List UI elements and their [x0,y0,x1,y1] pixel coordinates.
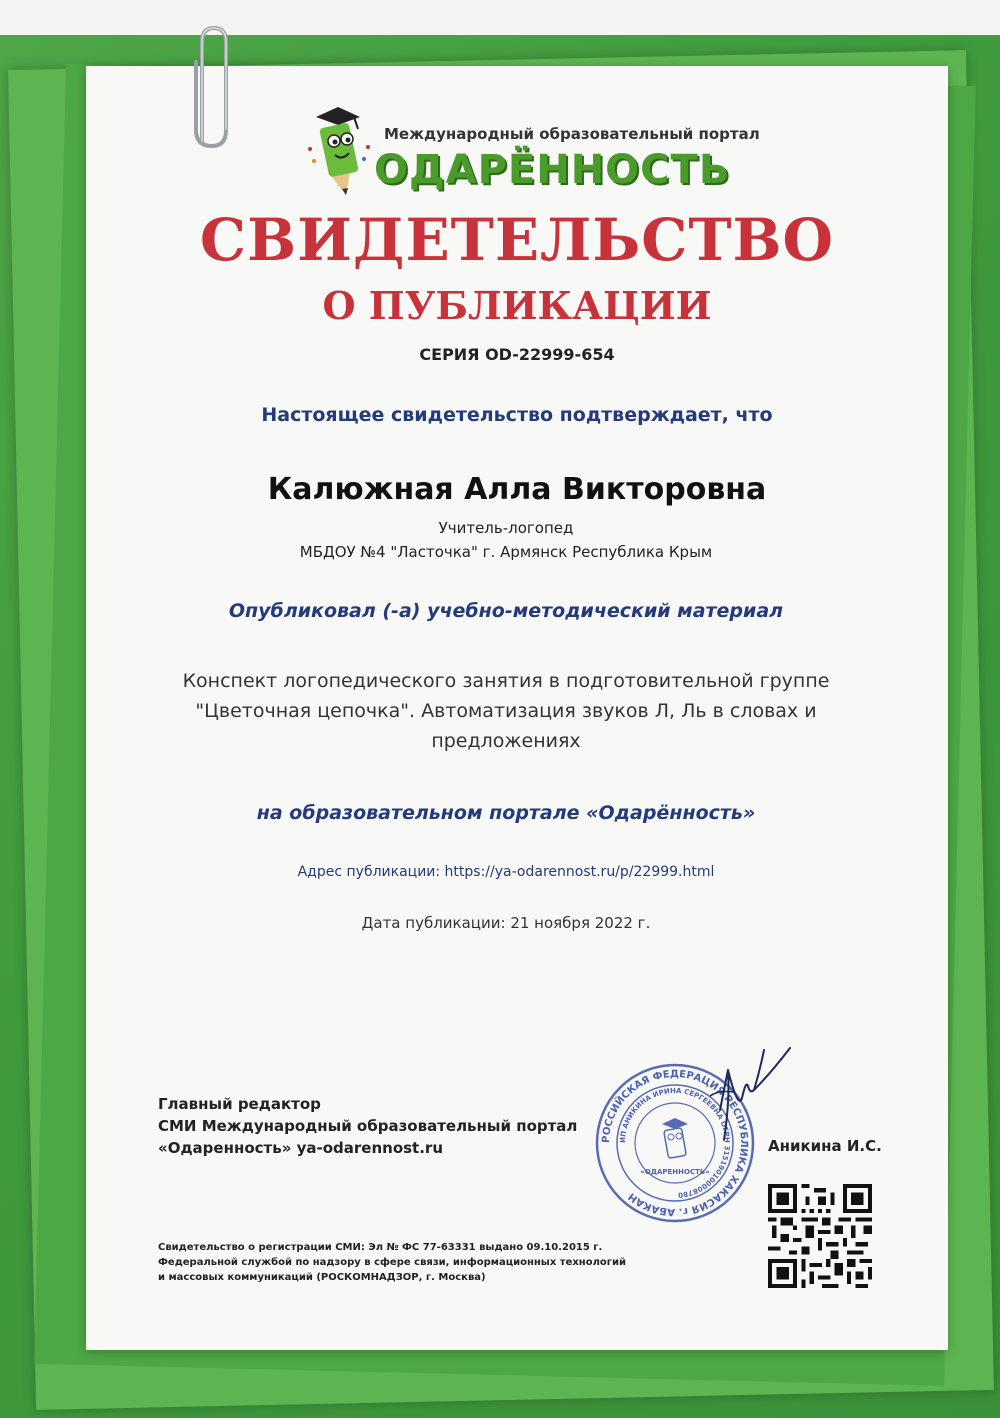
published-label: Опубликовал (-а) учебно-методический материал [228,600,784,622]
editor-portal-site: «Одаренность» ya-odarennost.ru [158,1139,443,1157]
logo-brand-name: ОДАРЁННОСТЬ [374,147,731,193]
editor-media-name: СМИ Международный образовательный портал [158,1117,578,1135]
registration-line: Федеральной службой по надзору в сфере связи, информационных технологий [158,1257,627,1268]
signer-name: Аникина И.С. [768,1137,882,1155]
portal-logo [302,103,760,199]
confirm-text: Настоящее свидетельство подтверждает, что [261,404,773,426]
registration-info [158,1240,626,1285]
certificate-subtitle: О ПУБЛИКАЦИИ [322,283,712,328]
certificate-series: СЕРИЯ OD-22999-654 [419,345,615,364]
editor-block [158,1093,577,1159]
portal-text: на образовательном портале «Одарённость» [256,802,756,824]
stamp-mascot-icon [662,1118,688,1158]
recipient-position: Учитель-логопед [438,519,574,537]
paper-clip-icon [188,22,232,152]
registration-line: и массовых коммуникаций (РОСКОМНАДЗОР, г. Москва) [158,1272,486,1283]
publication-address: Адрес публикации: https://ya-odarennost.ru/p/22999.html [297,864,715,880]
pencil-mascot-icon [302,103,380,199]
stamp-inner-text: ИП АНИКИНА ИРИНА СЕРГЕЕВНА ОГРН 315190100008780 [618,1086,732,1199]
editor-title: Главный редактор [158,1095,321,1113]
stamp-outer-text: РОССИЙСКАЯ ФЕДЕРАЦИЯ РЕСПУБЛИКА ХАКАСИЯ г. АБАКАН [600,1068,750,1218]
publication-date: Дата публикации: 21 ноября 2022 г. [361,914,651,932]
recipient-name: Калюжная Алла Викторовна [267,472,767,507]
logo-subtitle: Международный образовательный портал [384,125,760,143]
recipient-organization: МБДОУ №4 "Ласточка" г. Армянск Республика Крым [299,543,713,561]
registration-line: Свидетельство о регистрации СМИ: Эл № ФС 77-63331 выдано 09.10.2015 г. [158,1242,603,1253]
qr-code [768,1184,872,1288]
material-title: Конспект логопедического занятия в подготовительной группе "Цветочная цепочка". Автоматизация звуков Л, Ль в словах и предложениях [182,670,830,752]
certificate-title: СВИДЕТЕЛЬСТВО [199,206,835,274]
stamp-center-text: «ОДАРЕННОСТЬ» [640,1168,710,1176]
handwritten-signature [690,1040,810,1150]
